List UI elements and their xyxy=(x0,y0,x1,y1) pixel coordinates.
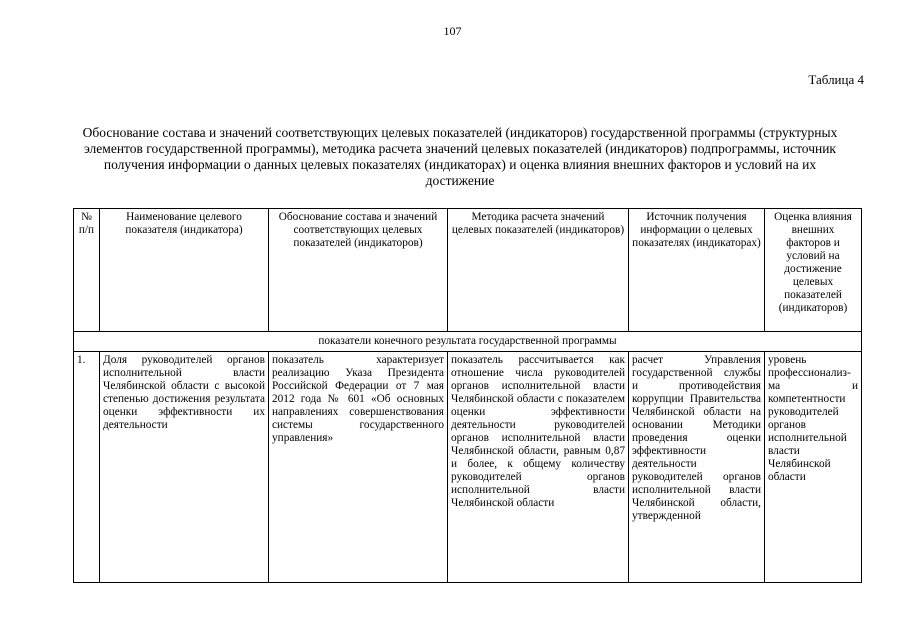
row-methodology: показатель рассчитывается как отношение числа руководителей органов исполнительной власти Челябинской области с показателем оценки эффективности деятельности руководителей органов исполнительной власти Челябинской области, равным 0,87 и более, к общему количеству руководителей органов исполнительной власти Челябинской области xyxy=(448,352,629,583)
header-justification: Обоснование состава и значений соответствующих целевых показателей (индикаторов) xyxy=(269,209,448,332)
indicators-table xyxy=(73,208,862,583)
row-assessment: уровень профессионализ-ма и компетентности руководителей органов исполнительной власти Челябинской области xyxy=(765,352,862,583)
section-title: показатели конечного результата государственной программы xyxy=(74,332,862,352)
header-indicator-name: Наименование целевого показателя (индикатора) xyxy=(100,209,269,332)
header-methodology: Методика расчета значений целевых показателей (индикаторов) xyxy=(448,209,629,332)
row-source: расчет Управления государственной службы и противодействия коррупции Правительства Челябинской области на основании Методики проведения оценки эффективности деятельности руководителей органов исполнительной власти Челябинской области, утвержденной xyxy=(629,352,765,583)
document-title: Обоснование состава и значений соответствующих целевых показателей (индикаторов) государственной программы (структурных элементов государственной программы), методика расчета значений целевых показателей (индикаторов) подпрограммы, источник получения информации о данных целевых показателях (индикаторах) и оценка влияния внешних факторов и условий на их достижение xyxy=(82,125,838,188)
table-header-row xyxy=(74,209,862,332)
row-justification: показатель характеризует реализацию Указа Президента Российской Федерации от 7 мая 2012 года № 601 «Об основных направлениях совершенствования системы государственного управления» xyxy=(269,352,448,583)
header-assessment: Оценка влияния внешних факторов и условий на достижение целевых показателей (индикаторов) xyxy=(765,209,862,332)
section-row xyxy=(74,332,862,352)
row-num: 1. xyxy=(74,352,100,583)
row-indicator-name: Доля руководителей органов исполнительной власти Челябинской области с высокой степенью достижения результата оценки эффективности их деятельности xyxy=(100,352,269,583)
header-num: № п/п xyxy=(74,209,100,332)
header-source: Источник получения информации о целевых показателях (индикаторах) xyxy=(629,209,765,332)
table-row xyxy=(74,352,862,583)
table-label: Таблица 4 xyxy=(808,72,864,87)
page-number: 107 xyxy=(443,24,462,38)
